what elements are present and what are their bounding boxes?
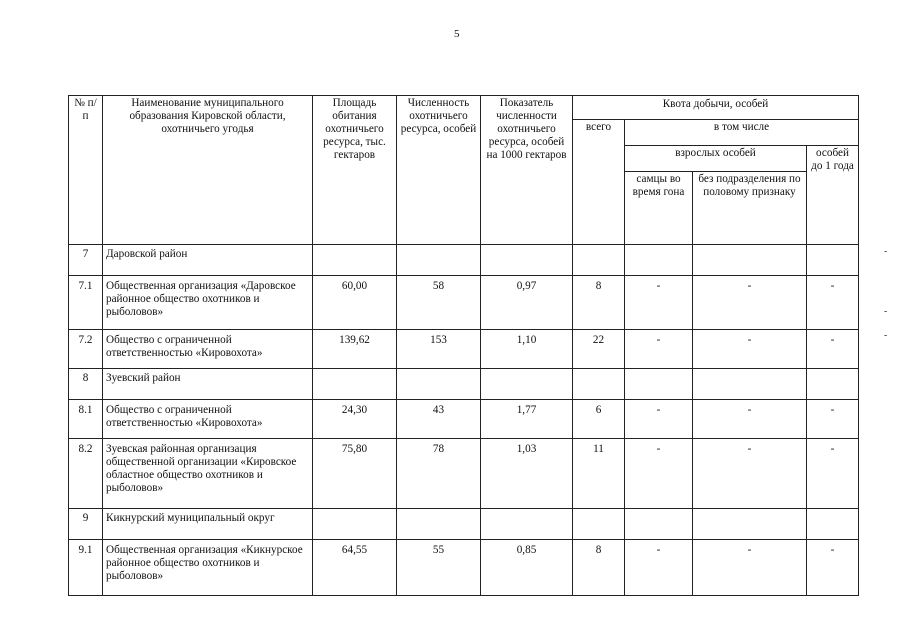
cell-indicator <box>481 369 573 400</box>
cell-nosplit: - <box>693 276 807 330</box>
cell-nosplit: - <box>693 400 807 439</box>
cell-nosplit <box>693 369 807 400</box>
cell-nosplit <box>693 509 807 540</box>
cell-total: 11 <box>573 439 625 509</box>
cell-area <box>313 245 397 276</box>
cell-area: 64,55 <box>313 540 397 596</box>
table-row <box>69 400 859 439</box>
cell-num: 8.2 <box>69 439 103 509</box>
cell-indicator: 1,03 <box>481 439 573 509</box>
cell-males: - <box>625 400 693 439</box>
cell-total <box>573 245 625 276</box>
section-row <box>69 369 859 400</box>
cell-num: 8.1 <box>69 400 103 439</box>
cell-males: - <box>625 439 693 509</box>
page-number: 5 <box>454 28 460 40</box>
header-under-one: особей до 1 года <box>807 146 859 245</box>
cell-males: - <box>625 276 693 330</box>
section-row <box>69 509 859 540</box>
cell-indicator <box>481 509 573 540</box>
cell-males <box>625 369 693 400</box>
header-males-rut: самцы во время гона <box>625 172 693 245</box>
cell-area: 24,30 <box>313 400 397 439</box>
cell-males: - <box>625 540 693 596</box>
quota-table <box>68 95 859 596</box>
table-row <box>69 330 859 369</box>
cell-name: Общество с ограниченной ответственностью «Кировохота» <box>103 400 313 439</box>
cell-area <box>313 509 397 540</box>
cell-area <box>313 369 397 400</box>
cell-count <box>397 509 481 540</box>
cell-total: 8 <box>573 540 625 596</box>
cell-name: Общественная организация «Даровское районное общество охотников и рыболовов» <box>103 276 313 330</box>
cell-count: 153 <box>397 330 481 369</box>
cell-num: 7.2 <box>69 330 103 369</box>
cell-num: 9.1 <box>69 540 103 596</box>
cell-name: Даровской район <box>103 245 313 276</box>
cell-total <box>573 369 625 400</box>
cell-indicator <box>481 245 573 276</box>
cell-males <box>625 509 693 540</box>
cell-indicator: 0,97 <box>481 276 573 330</box>
header-adults: взрослых особей <box>625 146 807 172</box>
cell-num: 8 <box>69 369 103 400</box>
cell-count <box>397 245 481 276</box>
cell-indicator: 1,10 <box>481 330 573 369</box>
header-no-sex-split: без подразделения по половому признаку <box>693 172 807 245</box>
header-num: № п/п <box>69 96 103 245</box>
cell-nosplit <box>693 245 807 276</box>
cell-total: 8 <box>573 276 625 330</box>
cell-name: Зуевская районная организация общественной организации «Кировское областное общество охотников и рыболовов» <box>103 439 313 509</box>
cell-young <box>807 509 859 540</box>
cell-name: Кикнурский муниципальный округ <box>103 509 313 540</box>
cell-name: Зуевский район <box>103 369 313 400</box>
cell-count: 43 <box>397 400 481 439</box>
cell-young: - <box>807 540 859 596</box>
cell-nosplit: - <box>693 540 807 596</box>
cell-young <box>807 245 859 276</box>
cell-young: - <box>807 276 859 330</box>
cell-count: 58 <box>397 276 481 330</box>
table-row <box>69 540 859 596</box>
header-name: Наименование муниципального образования Кировской области, охотничьего угодья <box>103 96 313 245</box>
cell-total: 6 <box>573 400 625 439</box>
header-including: в том числе <box>625 120 859 146</box>
cell-num: 9 <box>69 509 103 540</box>
cell-indicator: 1,77 <box>481 400 573 439</box>
cell-young <box>807 369 859 400</box>
cell-count: 55 <box>397 540 481 596</box>
cell-area: 75,80 <box>313 439 397 509</box>
cell-count <box>397 369 481 400</box>
cell-young: - <box>807 439 859 509</box>
table-row <box>69 439 859 509</box>
cell-area: 139,62 <box>313 330 397 369</box>
header-area: Площадь обитания охотничьего ресурса, тыс. гектаров <box>313 96 397 245</box>
cell-nosplit: - <box>693 330 807 369</box>
cell-young: - <box>807 330 859 369</box>
cell-indicator: 0,85 <box>481 540 573 596</box>
header-total: всего <box>573 120 625 245</box>
header-quota: Квота добычи, особей <box>573 96 859 120</box>
cell-males <box>625 245 693 276</box>
scan-mark: - <box>884 306 888 317</box>
cell-num: 7.1 <box>69 276 103 330</box>
section-row <box>69 245 859 276</box>
scan-mark: - <box>884 246 888 257</box>
table-row <box>69 276 859 330</box>
table-body <box>69 245 859 596</box>
cell-young: - <box>807 400 859 439</box>
cell-nosplit: - <box>693 439 807 509</box>
cell-name: Общественная организация «Кикнурское районное общество охотников и рыболовов» <box>103 540 313 596</box>
cell-total <box>573 509 625 540</box>
cell-males: - <box>625 330 693 369</box>
cell-num: 7 <box>69 245 103 276</box>
cell-name: Общество с ограниченной ответственностью «Кировохота» <box>103 330 313 369</box>
header-count: Численность охотничьего ресурса, особей <box>397 96 481 245</box>
header-indicator: Показатель численности охотничьего ресурса, особей на 1000 гектаров <box>481 96 573 245</box>
cell-count: 78 <box>397 439 481 509</box>
cell-area: 60,00 <box>313 276 397 330</box>
scan-mark: - <box>884 330 888 341</box>
cell-total: 22 <box>573 330 625 369</box>
